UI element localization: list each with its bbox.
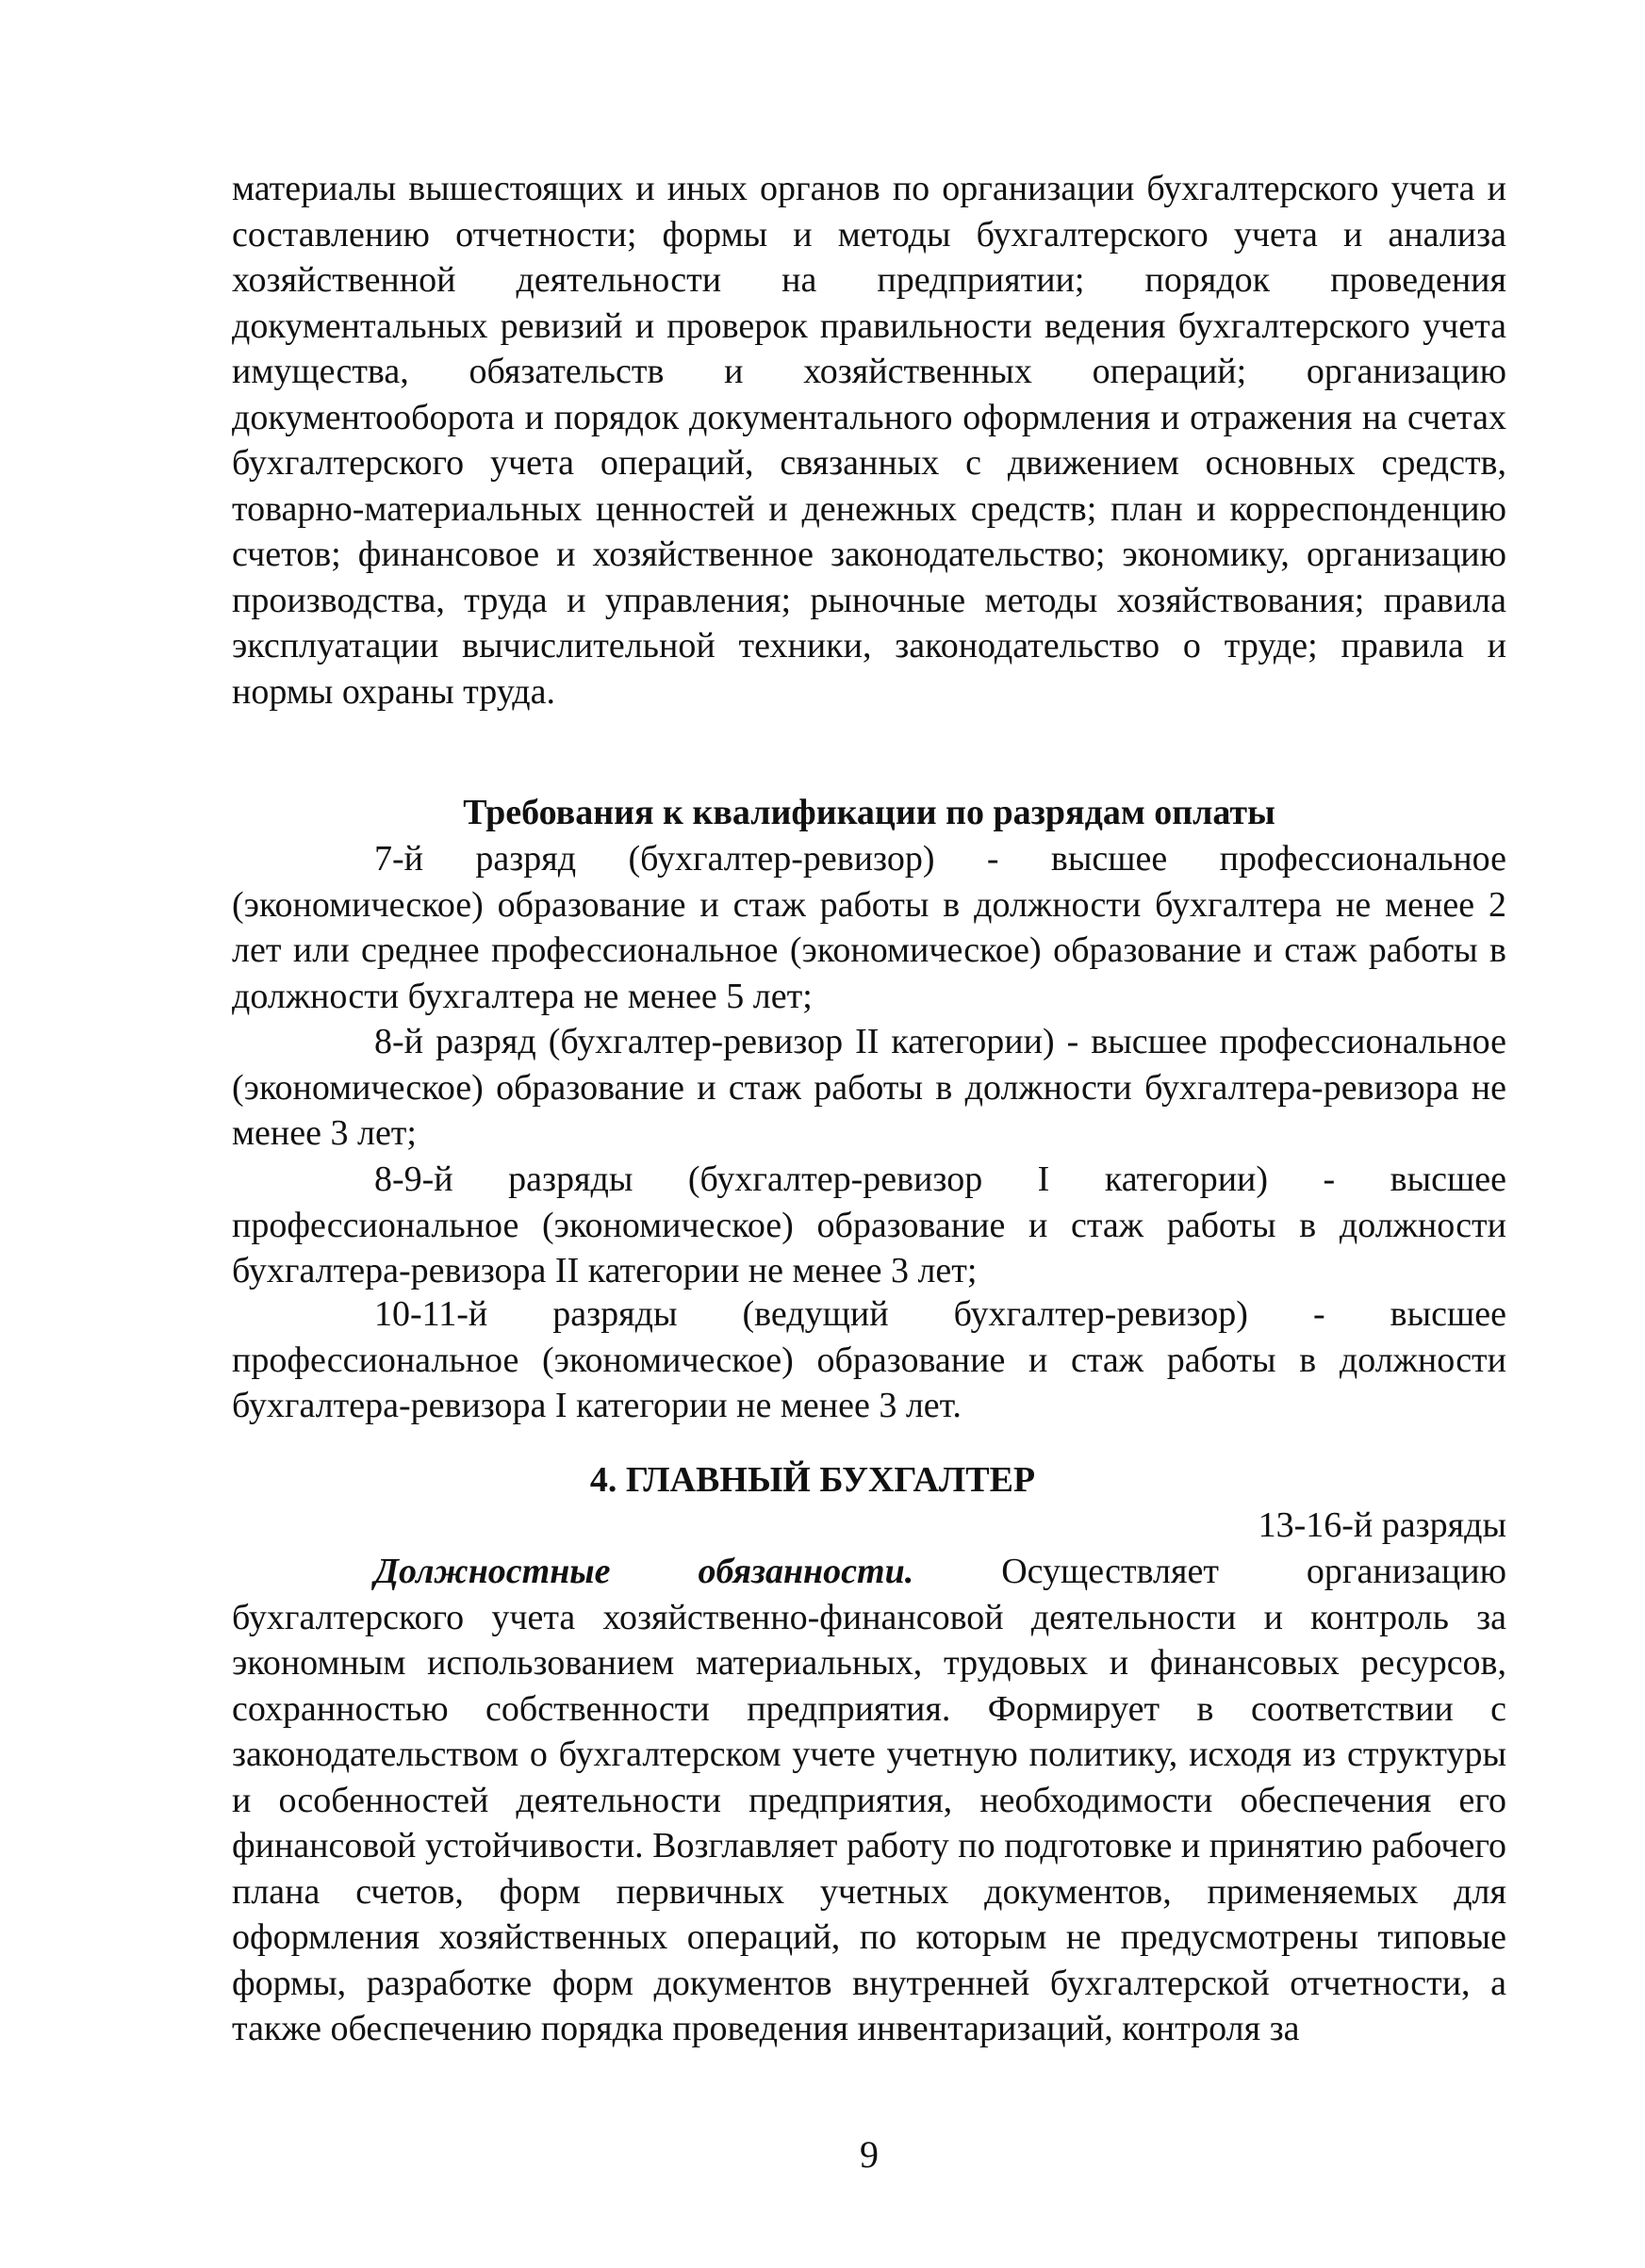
intro-paragraph: материалы вышестоящих и иных органов по организации бухгалтерского учета и составлению отчетности; формы и методы бухгалтерского учета и анализа хозяйственной деятельности на предприятии; порядок проведения документальных ревизий и проверок правильности ведения бухгалтерского учета имущества, обязательств и хозяйственных операций; организацию документооборота и порядок документального оформления и отражения на счетах бухгалтерского учета операций, связанных с движением основных средств, товарно-материальных ценностей и денежных средств; план и корреспонденцию счетов; финансовое и хозяйственное законодательство; экономику, организацию производства, труда и управления; рыночные методы хозяйствования; правила эксплуатации вычислительной техники, законодательство о труде; правила и нормы охраны труда.: [232, 169, 1506, 712]
document-page: [232, 0, 1506, 2268]
section-grades: 13-16-й разряды: [1258, 1505, 1506, 1545]
requirements-heading: Требования к квалификации по разрядам оплаты: [463, 793, 1275, 832]
requirement-grade-7: 7-й разряд (бухгалтер-ревизор) - высшее профессиональное (экономическое) образование и стаж работы в должности бухгалтера не менее 2 лет или среднее профессиональное (экономическое) образование и стаж работы в должности бухгалтера не менее 5 лет;: [232, 839, 1506, 1016]
duties-text: Осуществляет организацию бухгалтерского учета хозяйственно-финансовой деятельности и контроль за экономным использованием материальных, трудовых и финансовых ресурсов, сохранностью собственности предприятия. Формирует в соответствии с законодательством о бухгалтерском учете учетную политику, исходя из структуры и особенностей деятельности предприятия, необходимости обеспечения его финансовой устойчивости. Возглавляет работу по подготовке и принятию рабочего плана счетов, форм первичных учетных документов, применяемых для оформления хозяйственных операций, по которым не предусмотрены типовые формы, разработке форм документов внутренней бухгалтерской отчетности, а также обеспечению порядка проведения инвентаризаций, контроля за: [232, 1552, 1506, 2048]
section-heading: 4. ГЛАВНЫЙ БУХГАЛТЕР: [589, 1460, 1036, 1500]
duties-paragraph: [232, 1549, 1506, 2052]
page-number: 9: [860, 2133, 879, 2176]
requirement-grade-8: 8-й разряд (бухгалтер-ревизор II категории) - высшее профессиональное (экономическое) образование и стаж работы в должности бухгалтера-ревизора не менее 3 лет;: [232, 1022, 1506, 1153]
duties-label: Должностные обязанности.: [374, 1552, 914, 1591]
requirement-grade-10-11: 10-11-й разряды (ведущий бухгалтер-ревизор) - высшее профессиональное (экономическое) образование и стаж работы в должности бухгалтера-ревизора I категории не менее 3 лет.: [232, 1294, 1506, 1425]
requirement-grade-8-9: 8-9-й разряды (бухгалтер-ревизор I категории) - высшее профессиональное (экономическое) образование и стаж работы в должности бухгалтера-ревизора II категории не менее 3 лет;: [232, 1159, 1506, 1290]
